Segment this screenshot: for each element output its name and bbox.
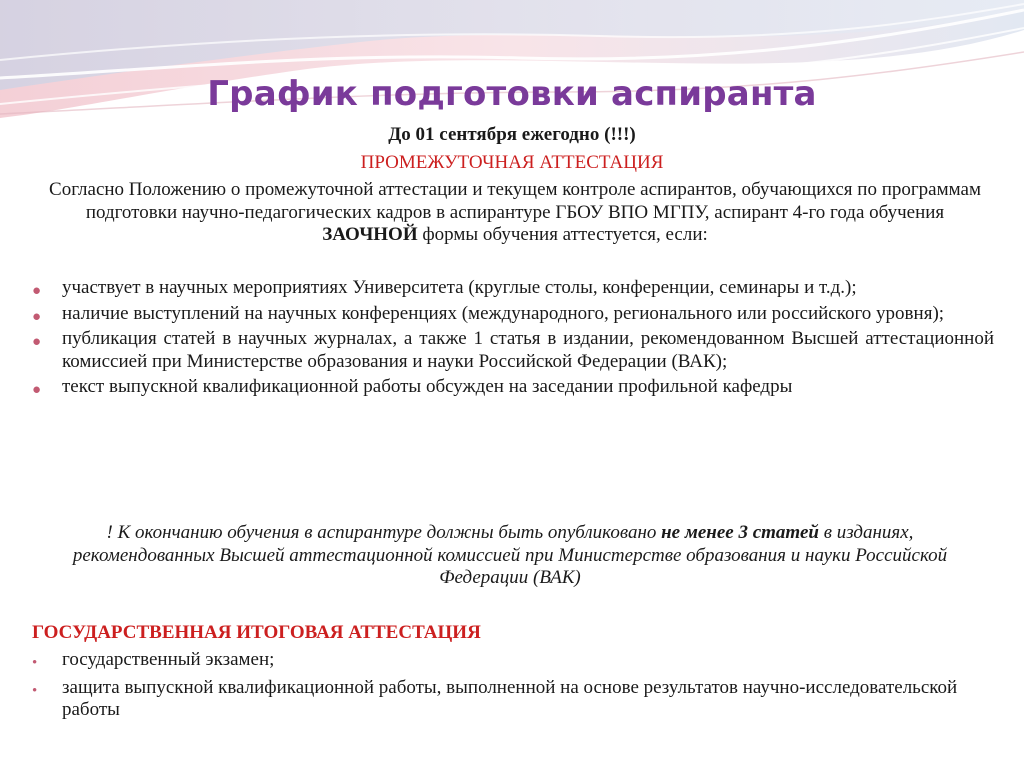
publication-note <box>60 522 960 590</box>
deadline-subtitle: До 01 сентября ежегодно (!!!) <box>388 124 636 145</box>
bullet-icon: ● <box>32 308 42 325</box>
list-item <box>30 328 994 373</box>
list-item <box>30 376 994 399</box>
slide-title: График подготовки аспиранта <box>207 74 817 114</box>
intro-text-end: формы обучения аттестуется, если: <box>417 224 708 245</box>
note-text-end: в изданиях, рекомендованных Высшей аттестационной комиссией при Министерстве образования и науки Российской Федерации (ВАК) <box>72 522 948 588</box>
bullet-icon: ● <box>32 283 42 299</box>
intermediate-criteria-list <box>30 277 994 399</box>
list-item-text: участвует в научных мероприятиях Университета (круглые столы, конференции, семинары и т.д.); <box>62 277 857 298</box>
note-text-bold: не менее 3 статей <box>661 522 819 543</box>
intermediate-attestation-heading: ПРОМЕЖУТОЧНАЯ АТТЕСТАЦИЯ <box>360 152 664 173</box>
final-attestation-list <box>30 649 994 722</box>
bullet-icon: • <box>32 682 38 699</box>
intro-paragraph <box>40 179 990 247</box>
list-item-text: государственный экзамен; <box>62 649 275 670</box>
intro-text-start: Согласно Положению о промежуточной аттестации и текущем контроле аспирантов, обучающихся по программам подготовки научно-педагогических кадров в аспирантуре ГБОУ ВПО МГПУ, аспирант 4-го года обучения <box>49 179 981 223</box>
list-item-text: текст выпускной квалификационной работы обсужден на заседании профильной кафедры <box>62 376 793 397</box>
list-item-text: защита выпускной квалификационной работы, выполненной на основе результатов научно-исследовательской работы <box>62 676 958 720</box>
note-text-start: ! К окончанию обучения в аспирантуре должны быть опубликовано <box>106 522 662 543</box>
bullet-icon: • <box>32 655 38 671</box>
bullet-icon: ● <box>32 334 42 350</box>
intro-text-bold: ЗАОЧНОЙ <box>322 224 418 245</box>
bullet-icon: ● <box>32 382 42 398</box>
list-item <box>30 677 994 722</box>
list-item-text: наличие выступлений на научных конференциях (международного, регионального или российского уровня); <box>62 302 945 324</box>
list-item <box>30 303 994 326</box>
list-item <box>30 277 994 300</box>
list-item-text: публикация статей в научных журналах, а также 1 статья в издании, рекомендованном Высшей аттестационной комиссией при Министерстве образования и науки Российской Федерации (ВАК); <box>62 328 994 372</box>
list-item <box>30 649 994 672</box>
final-attestation-heading: ГОСУДАРСТВЕННАЯ ИТОГОВАЯ АТТЕСТАЦИЯ <box>32 622 481 643</box>
